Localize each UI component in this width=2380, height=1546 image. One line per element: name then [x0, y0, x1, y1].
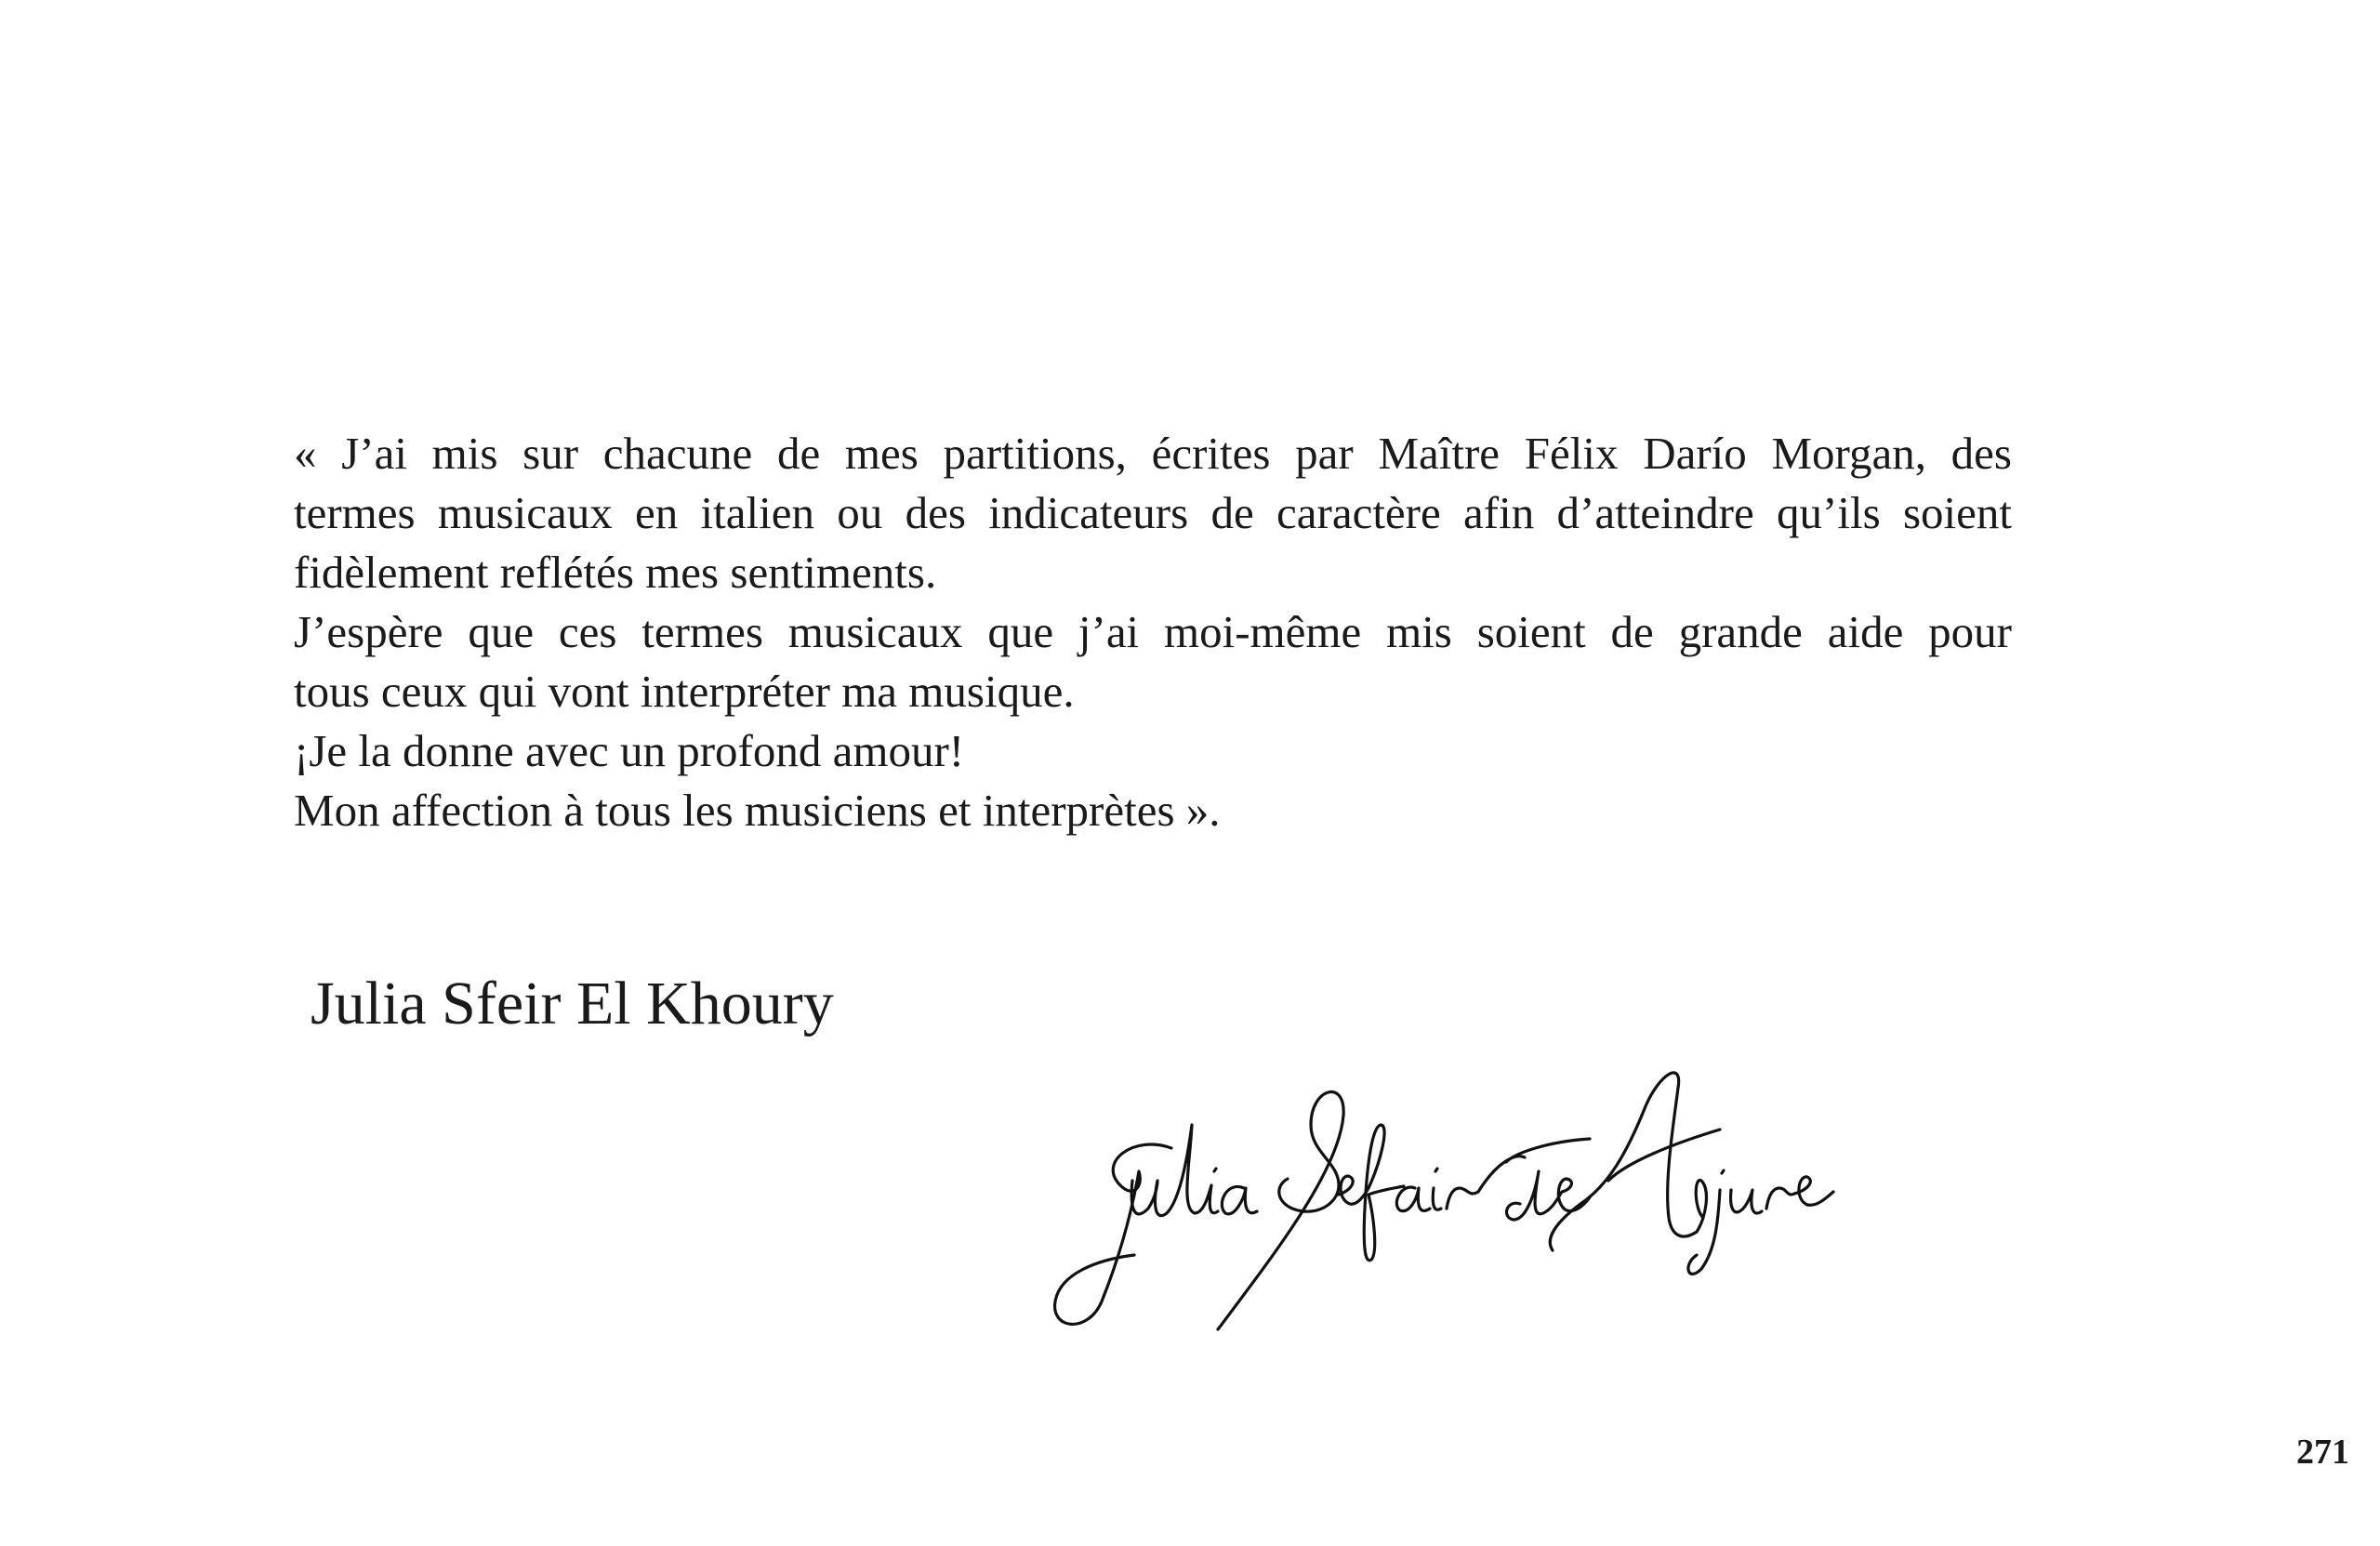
quote-line: fidèlement reflétés mes sentiments.	[294, 547, 937, 598]
quote-line: Mon affection à tous les musiciens et interprètes ».	[294, 785, 1221, 836]
quote-line: ¡Je la donne avec un profond amour!	[294, 725, 965, 776]
page-number: 271	[2296, 1433, 2349, 1472]
handwritten-signature	[1032, 1023, 1869, 1339]
quote-line: termes musicaux en italien ou des indicateurs de caractère afin d’atteindre qu’ils soient	[294, 487, 2012, 538]
quote-line: tous ceux qui vont interpréter ma musique.	[294, 666, 1075, 717]
quote-block	[294, 424, 2023, 840]
quote-line: « J’ai mis sur chacune de mes partitions, écrites par Maître Félix Darío Morgan, des	[294, 428, 2012, 479]
quote-line: J’espère que ces termes musicaux que j’ai moi-même mis soient de grande aide pour	[294, 606, 2012, 657]
author-name: Julia Sfeir El Khoury	[311, 970, 834, 1037]
